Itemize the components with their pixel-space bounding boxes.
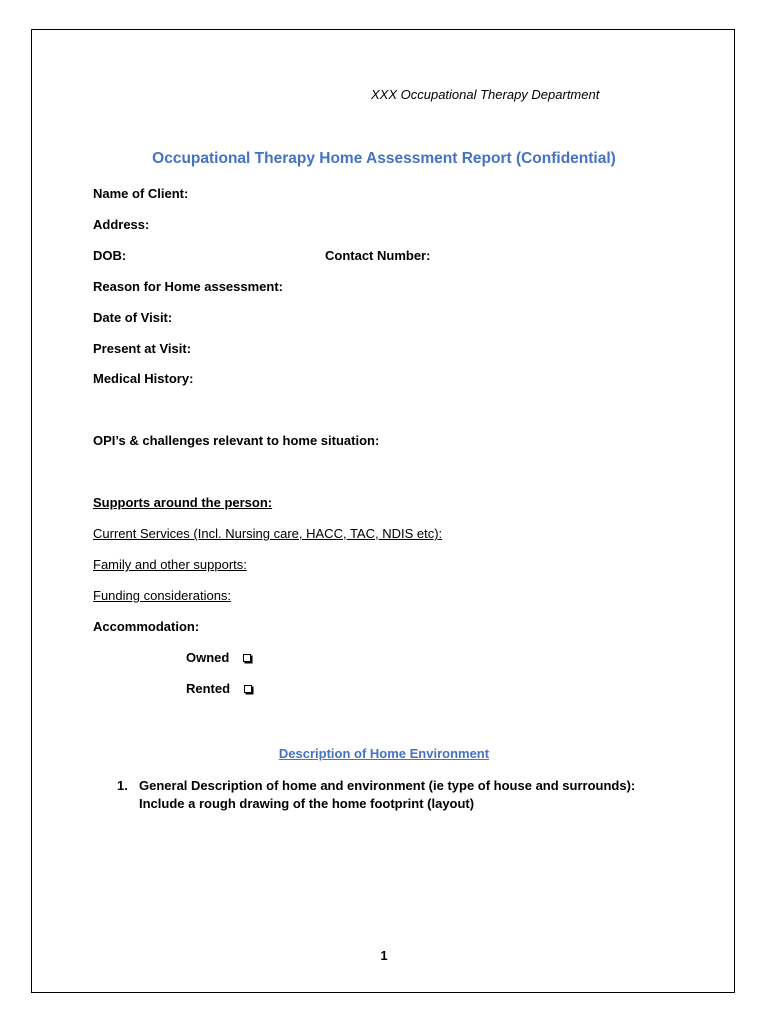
field-reason: Reason for Home assessment: [93,279,284,294]
report-title: Occupational Therapy Home Assessment Report (Confidential) [152,150,616,167]
field-contact-number: Contact Number: [325,248,431,263]
accommodation-option-owned[interactable] [186,650,251,665]
field-supports: Supports around the person: [93,495,273,510]
list-item [117,777,635,813]
field-present-at-visit: Present at Visit: [93,341,192,356]
field-dob: DOB: [93,248,127,263]
list-item-line-1: General Description of home and environment (ie type of house and surrounds): [139,778,636,793]
checkbox-icon[interactable] [244,685,252,693]
checkbox-icon[interactable] [243,654,251,662]
field-current-services: Current Services (Incl. Nursing care, HACC, TAC, NDIS etc): [93,526,443,541]
field-date-of-visit: Date of Visit: [93,310,173,325]
section-title: Description of Home Environment [278,746,490,761]
option-label: Rented [186,681,231,696]
list-item-line-2: Include a rough drawing of the home footprint (layout) [139,796,475,811]
list-number: 1. [117,778,128,793]
department-header: XXX Occupational Therapy Department [371,87,600,102]
option-label: Owned [186,650,230,665]
accommodation-option-rented[interactable] [186,681,252,696]
page-number: 1 [380,948,388,963]
field-medical-history: Medical History: [93,371,194,386]
document-page [31,29,735,993]
field-address: Address: [93,217,150,232]
field-funding: Funding considerations: [93,588,232,603]
field-accommodation: Accommodation: [93,619,200,634]
field-family-supports: Family and other supports: [93,557,247,572]
field-opis: OPI’s & challenges relevant to home situation: [93,433,380,448]
field-name-of-client: Name of Client: [93,186,189,201]
